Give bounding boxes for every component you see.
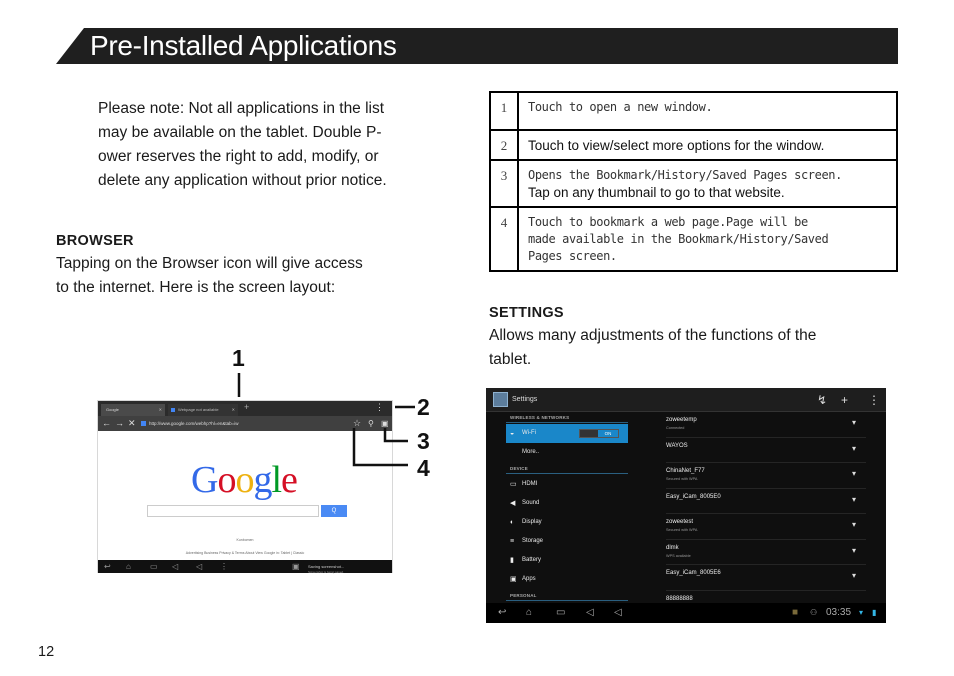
callout-2: 2: [417, 394, 430, 420]
browser-tab-second[interactable]: [168, 404, 238, 416]
bookmark-star-icon[interactable]: ☆: [353, 418, 362, 428]
add-network-icon[interactable]: +: [841, 393, 849, 407]
row-number: 3: [490, 160, 518, 207]
network-name: dlmk: [666, 544, 679, 551]
toggle-state: ON: [598, 430, 618, 437]
section-header: PERSONAL: [510, 593, 537, 598]
tab-favicon-icon: [171, 408, 175, 412]
section-header: WIRELESS & NETWORKS: [510, 415, 570, 420]
network-status: Connected: [666, 426, 685, 430]
settings-item-battery[interactable]: [506, 551, 628, 570]
callout-3: 3: [417, 428, 430, 454]
menu-icon[interactable]: ⋮: [220, 562, 228, 571]
hdmi-icon: ▭: [510, 481, 517, 488]
network-name: zoweetest: [666, 519, 694, 525]
network-name: ChinaNet_F77: [666, 468, 705, 474]
apps-icon: ▣: [510, 576, 517, 583]
settings-item-label: Apps: [522, 576, 536, 582]
home-icon[interactable]: ⌂: [126, 562, 131, 571]
note-line: Please note: Not all applications in the list: [98, 100, 385, 117]
settings-item-label: Wi-Fi: [522, 430, 536, 436]
recent-apps-icon[interactable]: ▭: [150, 562, 158, 571]
row-number: 2: [490, 130, 518, 160]
sound-icon: ◀: [510, 500, 516, 507]
screenshot-status: Saving screenshot...: [308, 564, 345, 569]
wifi-signal-icon: ▾: [851, 520, 856, 529]
wps-icon[interactable]: ↯: [817, 393, 828, 407]
network-item[interactable]: [666, 540, 866, 566]
stop-icon[interactable]: ✕: [128, 418, 136, 428]
network-name: Easy_iCam_8005E6: [666, 570, 721, 576]
wifi-icon: ◒: [510, 430, 515, 437]
volume-down-icon[interactable]: ◁: [586, 607, 594, 618]
wifi-signal-icon: ▾: [851, 443, 856, 453]
settings-description: [489, 324, 816, 372]
note-line: may be available on the tablet. Double P-: [98, 124, 382, 141]
row-description: [518, 160, 897, 207]
home-icon[interactable]: ⌂: [526, 607, 533, 618]
settings-item-storage[interactable]: [506, 532, 628, 551]
settings-item-more[interactable]: [506, 443, 628, 462]
title-bar: [56, 28, 898, 64]
volume-down-icon[interactable]: ◁: [172, 562, 179, 571]
callout-4: 4: [417, 455, 430, 481]
wifi-signal-icon: ▾: [851, 418, 856, 427]
settings-app-icon: [493, 392, 508, 407]
settings-item-display[interactable]: [506, 513, 628, 532]
note-paragraph: [98, 97, 428, 193]
network-item[interactable]: [666, 463, 866, 489]
battery-status-icon: ▮: [872, 608, 877, 617]
tab-close-icon[interactable]: ✕: [158, 407, 162, 412]
network-name: Easy_iCam_8005E0: [666, 493, 721, 500]
screenshot-status-sub: Screenshot is being saved.: [308, 570, 345, 574]
network-status: WPS available: [666, 553, 691, 558]
network-item[interactable]: [666, 489, 866, 515]
footer-links[interactable]: Advertising Business Privacy & Terms About View Google in: Tablet | Classic: [185, 551, 305, 555]
settings-action-bar: [486, 388, 886, 412]
page-number: 12: [38, 644, 55, 660]
settings-item-label: More..: [522, 449, 540, 455]
table-row: [490, 207, 897, 271]
settings-screenshot: [486, 388, 886, 623]
recent-apps-icon[interactable]: ▭: [556, 607, 566, 618]
description-line: made available in the Bookmark/History/Saved: [528, 232, 829, 246]
url-field[interactable]: http://www.google.com/webhp?hl=en&tab=iw: [149, 421, 239, 426]
browser-menu-icon[interactable]: ⋮: [375, 402, 384, 412]
back-icon[interactable]: ↩: [498, 607, 507, 618]
network-status: Secured with WPA: [666, 528, 698, 532]
description-line: Touch to bookmark a web page.Page will be: [528, 215, 808, 229]
description-line: Touch to open a new window.: [528, 100, 713, 114]
wifi-status-icon: ▾: [859, 608, 864, 617]
description-line: Opens the Bookmark/History/Saved Pages screen.: [528, 168, 842, 182]
settings-menu: [506, 412, 628, 603]
settings-item-sound[interactable]: [506, 494, 628, 513]
network-name: 88888888: [666, 595, 693, 602]
display-icon: ◐: [510, 519, 515, 526]
browser-tab-google[interactable]: [101, 404, 165, 416]
tab-label: Google: [106, 407, 119, 412]
tab-label: Webpage not available: [178, 407, 219, 412]
table-row: [490, 92, 897, 130]
wifi-toggle[interactable]: [579, 429, 619, 438]
wifi-signal-icon: ▾: [851, 545, 856, 555]
settings-title: Settings: [512, 396, 538, 403]
tab-close-icon[interactable]: ✕: [231, 407, 235, 412]
section-divider: [506, 473, 628, 474]
callout-table: [489, 91, 898, 272]
google-search-input[interactable]: [147, 505, 319, 517]
browser-line: to the internet. Here is the screen layout:: [56, 279, 336, 296]
logo-letter: g: [253, 459, 272, 501]
usb-icon: ⚇: [810, 608, 818, 617]
settings-item-label: Sound: [522, 500, 540, 506]
section-divider: [506, 600, 628, 601]
settings-system-bar: [486, 603, 886, 623]
note-line: delete any application without prior notice.: [98, 172, 387, 189]
browser-description: [56, 252, 363, 300]
settings-item-label: HDMI: [522, 481, 538, 487]
bookmarks-icon[interactable]: ▣: [381, 419, 389, 428]
wifi-signal-icon: ▾: [851, 571, 856, 580]
network-item[interactable]: [666, 565, 866, 591]
row-description: [518, 130, 897, 160]
description-line: Touch to view/select more options for the window.: [528, 138, 825, 153]
settings-line: Allows many adjustments of the functions of the: [489, 327, 817, 344]
new-tab-icon[interactable]: +: [244, 402, 250, 412]
wifi-network-list: [666, 412, 866, 603]
logo-letter: l: [271, 459, 282, 501]
table-row: [490, 160, 897, 207]
settings-item-label: Battery: [522, 557, 542, 563]
section-header: DEVICE: [510, 466, 528, 471]
forward-arrow-icon[interactable]: →: [115, 418, 124, 428]
settings-item-label: Storage: [522, 538, 544, 544]
network-status: Secured with WPA: [666, 477, 698, 481]
row-number: 1: [490, 92, 518, 130]
row-description: [518, 207, 897, 271]
row-number: 4: [490, 207, 518, 271]
description-line: Tap on any thumbnail to go to that website.: [528, 185, 785, 200]
logo-letter: e: [281, 459, 297, 501]
back-icon[interactable]: ↩: [104, 562, 111, 571]
browser-line: Tapping on the Browser icon will give access: [56, 255, 363, 272]
wifi-signal-icon: ▾: [851, 469, 856, 478]
overflow-menu-icon[interactable]: ⋮: [868, 393, 880, 407]
settings-item-wifi[interactable]: [506, 424, 628, 443]
volume-up-icon[interactable]: ◁: [614, 607, 622, 618]
search-icon[interactable]: ⚲: [368, 419, 374, 428]
logo-letter: o: [235, 459, 254, 501]
settings-item-hdmi[interactable]: [506, 475, 628, 494]
status-clock: 03:35: [826, 607, 852, 618]
note-line: ower reserves the right to add, modify, or: [98, 148, 379, 165]
back-arrow-icon[interactable]: ←: [102, 418, 111, 428]
network-item[interactable]: [666, 438, 866, 464]
network-item[interactable]: [666, 412, 866, 438]
storage-icon: ≡: [510, 538, 515, 545]
battery-icon: ▮: [510, 557, 514, 564]
settings-item-apps[interactable]: [506, 570, 628, 589]
browser-heading: BROWSER: [56, 233, 134, 249]
page-title: Pre-Installed Applications: [90, 30, 397, 61]
description-line: Pages screen.: [528, 249, 617, 263]
network-item[interactable]: [666, 514, 866, 540]
row-description: [518, 92, 897, 130]
settings-item-label: Display: [522, 519, 542, 525]
url-favicon-icon: [141, 421, 146, 426]
volume-up-icon[interactable]: ◁: [196, 562, 203, 571]
settings-heading: SETTINGS: [489, 305, 564, 321]
screenshot-icon: ▣: [292, 562, 300, 571]
system-bar: [98, 560, 392, 573]
table-row: [490, 130, 897, 160]
section-divider: [506, 422, 628, 423]
wifi-signal-icon: ▾: [851, 494, 856, 504]
logo-letter: o: [217, 459, 236, 501]
network-name: WAYOS: [666, 442, 688, 449]
settings-line: tablet.: [489, 351, 532, 368]
network-name: zoweetemp: [666, 417, 697, 423]
callout-1: 1: [232, 345, 245, 371]
location-text: Kunbomen: [236, 538, 254, 542]
logo-letter: G: [191, 459, 218, 501]
notification-icon[interactable]: ■: [792, 607, 799, 618]
google-search-button[interactable]: Q: [321, 505, 347, 517]
